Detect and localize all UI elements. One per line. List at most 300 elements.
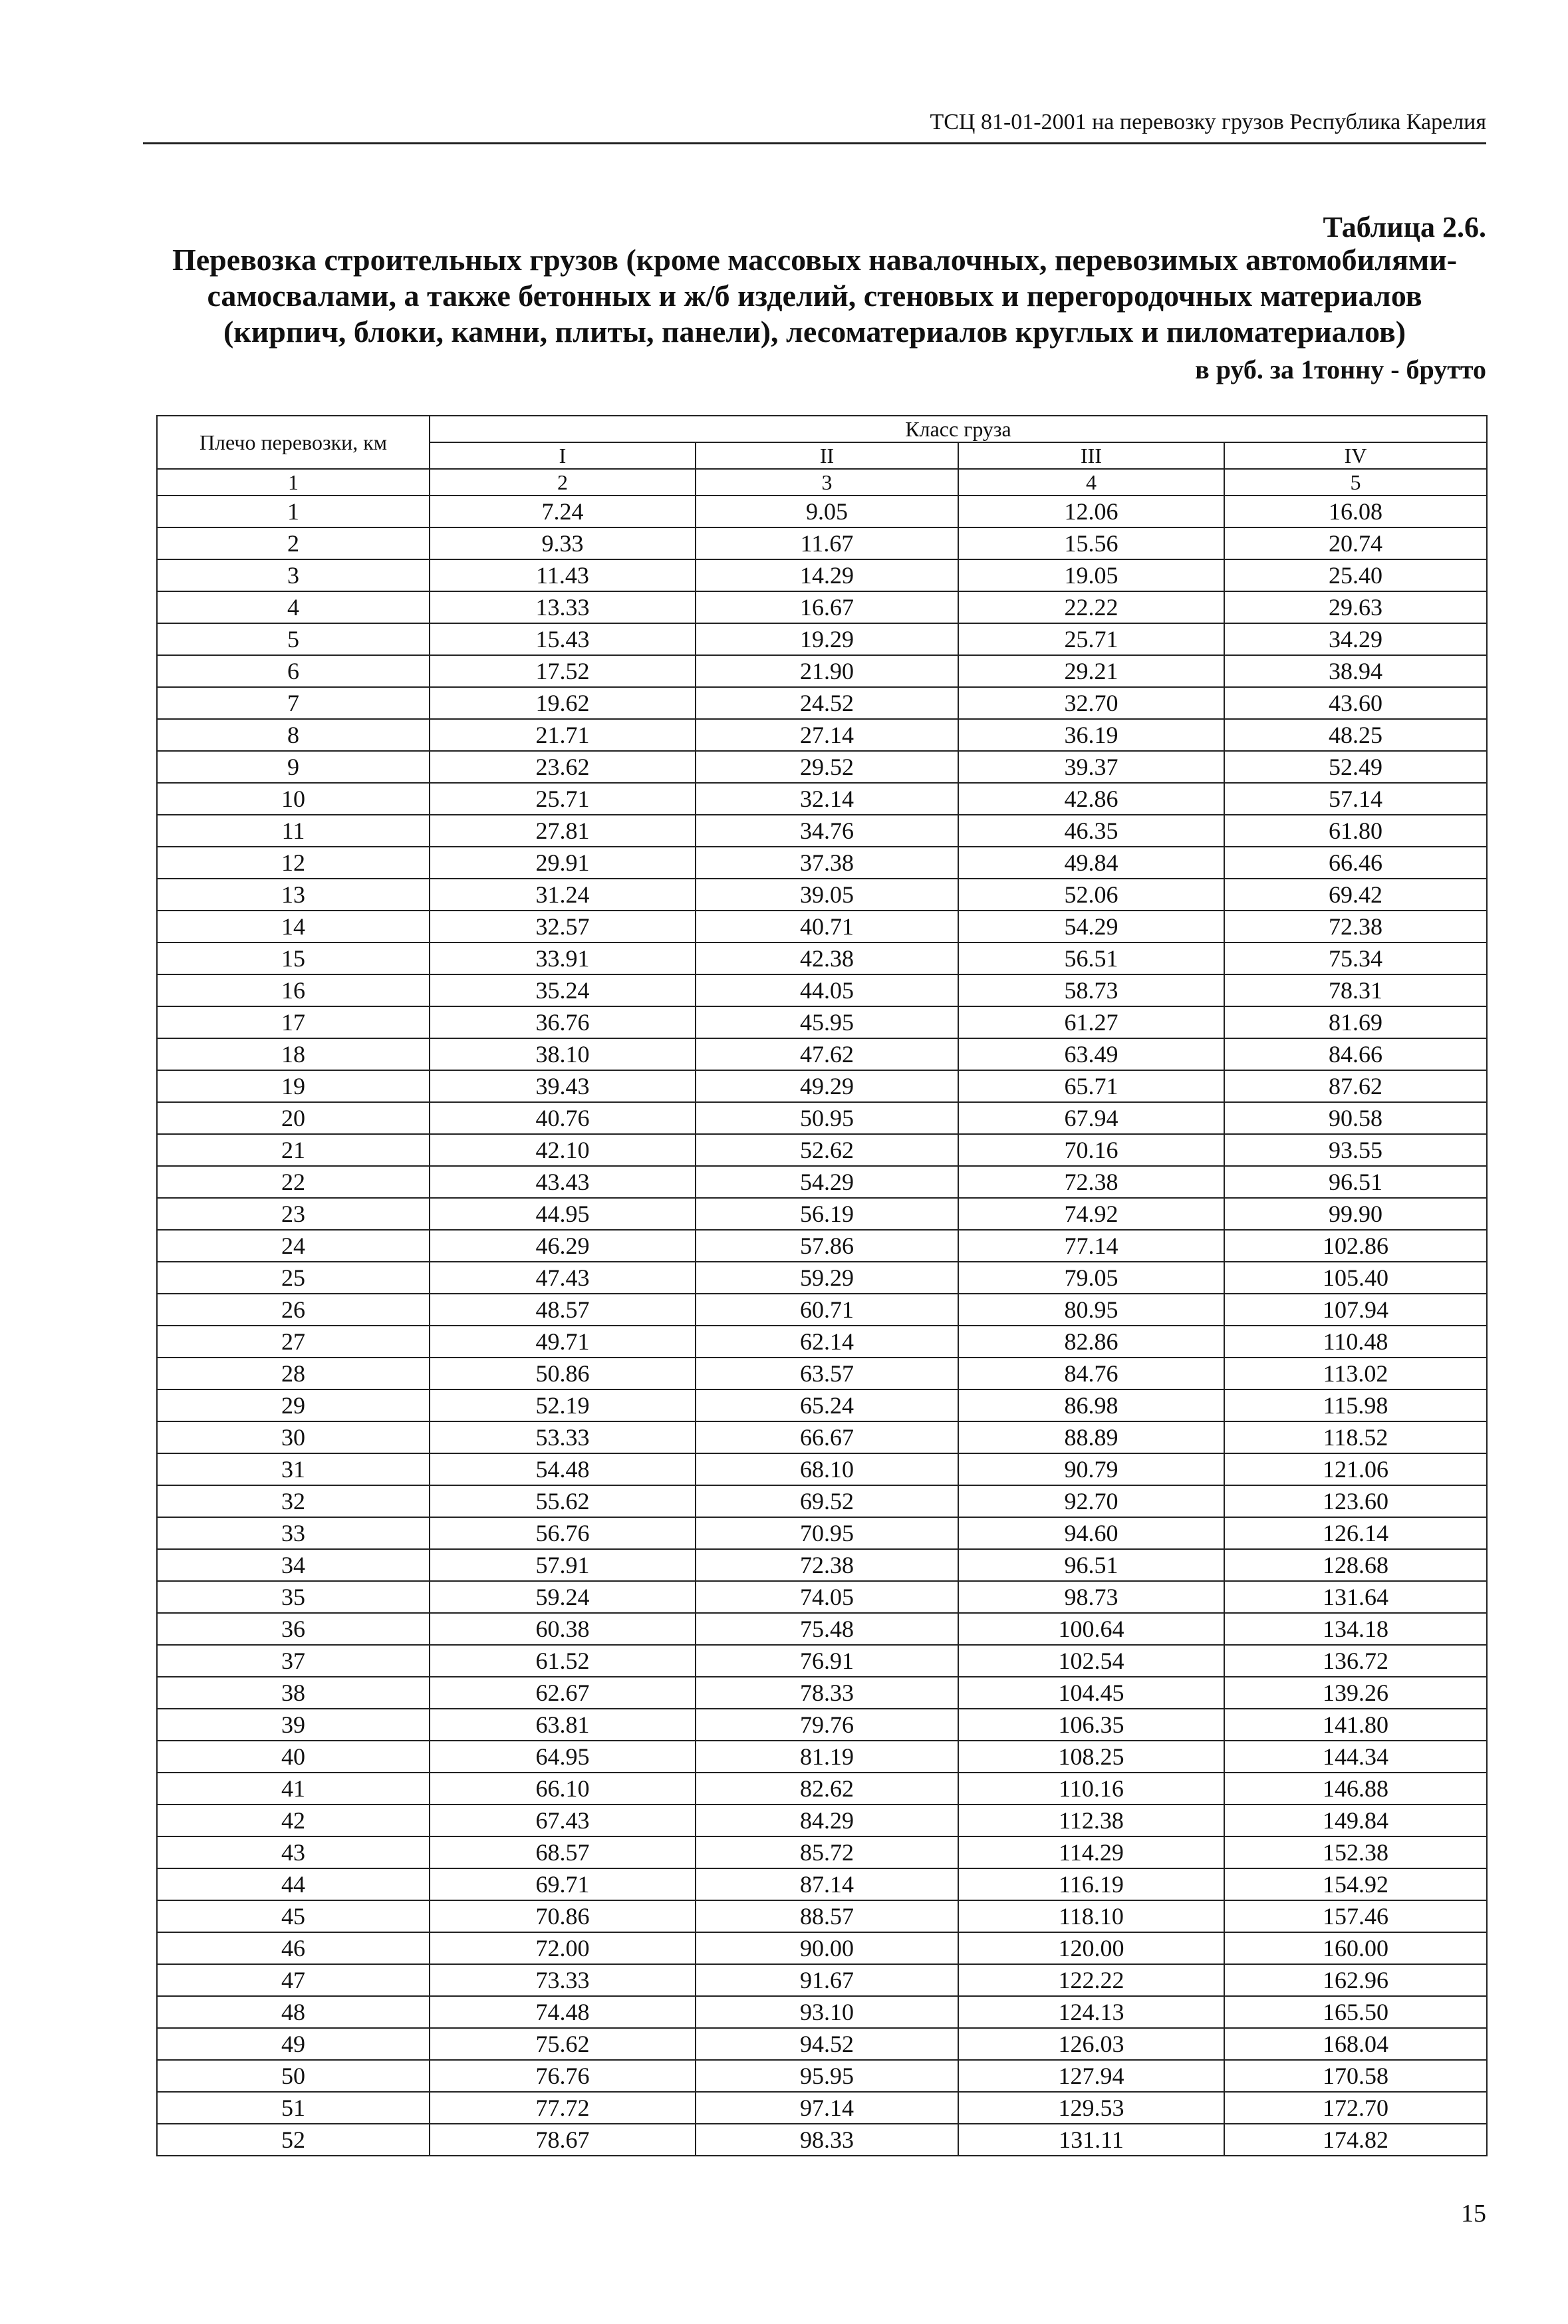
table-row [157,1421,1487,1453]
table-row [157,2028,1487,2060]
column-number: 5 [1224,469,1487,496]
distance-cell: 51 [157,2092,430,2124]
distance-cell: 48 [157,1996,430,2028]
rate-cell: 72.38 [958,1166,1224,1198]
rate-cell: 25.71 [958,623,1224,655]
distance-cell: 29 [157,1389,430,1421]
distance-cell: 20 [157,1102,430,1134]
rate-cell: 44.95 [430,1198,696,1230]
table-row [157,974,1487,1006]
rate-cell: 61.80 [1224,815,1487,847]
rate-cell: 66.46 [1224,847,1487,879]
rate-cell: 9.33 [430,527,696,559]
distance-cell: 40 [157,1741,430,1773]
rate-cell: 99.90 [1224,1198,1487,1230]
rate-cell: 32.57 [430,911,696,943]
rate-cell: 120.00 [958,1932,1224,1964]
rate-cell: 42.10 [430,1134,696,1166]
class-column-header: II [696,442,958,469]
rate-cell: 126.14 [1224,1517,1487,1549]
rate-cell: 77.72 [430,2092,696,2124]
rate-cell: 59.24 [430,1581,696,1613]
rate-cell: 154.92 [1224,1868,1487,1900]
rate-cell: 104.45 [958,1677,1224,1709]
rate-cell: 78.67 [430,2124,696,2156]
rate-cell: 33.91 [430,943,696,974]
distance-cell: 49 [157,2028,430,2060]
rate-cell: 90.79 [958,1453,1224,1485]
rate-cell: 62.67 [430,1677,696,1709]
column-number: 1 [157,469,430,496]
rate-cell: 146.88 [1224,1773,1487,1805]
table-row [157,1645,1487,1677]
rate-cell: 168.04 [1224,2028,1487,2060]
distance-cell: 13 [157,879,430,911]
distance-cell: 15 [157,943,430,974]
rate-cell: 50.95 [696,1102,958,1134]
rate-cell: 29.63 [1224,591,1487,623]
rate-cell: 19.29 [696,623,958,655]
distance-cell: 50 [157,2060,430,2092]
rate-cell: 15.56 [958,527,1224,559]
distance-cell: 42 [157,1805,430,1836]
distance-cell: 33 [157,1517,430,1549]
rate-cell: 14.29 [696,559,958,591]
distance-cell: 7 [157,687,430,719]
units-note: в руб. за 1тонну - брутто [1195,355,1486,384]
rate-cell: 106.35 [958,1709,1224,1741]
rate-cell: 78.31 [1224,974,1487,1006]
rate-cell: 20.74 [1224,527,1487,559]
rate-cell: 56.76 [430,1517,696,1549]
table-row [157,1262,1487,1294]
rate-cell: 66.67 [696,1421,958,1453]
rate-cell: 129.53 [958,2092,1224,2124]
rate-cell: 48.57 [430,1294,696,1326]
rate-cell: 63.49 [958,1038,1224,1070]
rate-cell: 39.05 [696,879,958,911]
rate-cell: 102.54 [958,1645,1224,1677]
rate-cell: 27.14 [696,719,958,751]
rate-cell: 86.98 [958,1389,1224,1421]
table-row [157,1836,1487,1868]
rate-cell: 29.52 [696,751,958,783]
distance-cell: 8 [157,719,430,751]
rate-cell: 62.14 [696,1326,958,1358]
rate-cell: 55.62 [430,1485,696,1517]
rate-cell: 118.10 [958,1900,1224,1932]
table-row [157,1006,1487,1038]
table-row [157,719,1487,751]
rate-cell: 48.25 [1224,719,1487,751]
rate-cell: 67.94 [958,1102,1224,1134]
rate-cell: 149.84 [1224,1805,1487,1836]
rate-cell: 136.72 [1224,1645,1487,1677]
distance-cell: 45 [157,1900,430,1932]
rate-cell: 21.71 [430,719,696,751]
rate-cell: 65.24 [696,1389,958,1421]
rate-cell: 63.81 [430,1709,696,1741]
rate-cell: 116.19 [958,1868,1224,1900]
distance-cell: 26 [157,1294,430,1326]
distance-cell: 35 [157,1581,430,1613]
distance-cell: 28 [157,1358,430,1389]
rate-cell: 12.06 [958,496,1224,527]
table-row [157,1709,1487,1741]
rate-cell: 11.67 [696,527,958,559]
rate-cell: 57.91 [430,1549,696,1581]
rate-cell: 32.14 [696,783,958,815]
rate-cell: 87.14 [696,1868,958,1900]
rate-cell: 81.19 [696,1741,958,1773]
table-row [157,1102,1487,1134]
distance-cell: 41 [157,1773,430,1805]
table-row [157,1230,1487,1262]
rate-cell: 84.76 [958,1358,1224,1389]
rate-cell: 172.70 [1224,2092,1487,2124]
rate-cell: 110.16 [958,1773,1224,1805]
rate-cell: 50.86 [430,1358,696,1389]
rate-cell: 67.43 [430,1805,696,1836]
table-row [157,1038,1487,1070]
table-row [157,591,1487,623]
rate-cell: 73.33 [430,1964,696,1996]
class-column-header: I [430,442,696,469]
distance-cell: 9 [157,751,430,783]
rates-table [156,415,1488,2156]
rate-cell: 96.51 [1224,1166,1487,1198]
class-column-header: IV [1224,442,1487,469]
distance-cell: 12 [157,847,430,879]
table-row [157,1741,1487,1773]
rate-cell: 90.58 [1224,1102,1487,1134]
rate-cell: 57.86 [696,1230,958,1262]
rate-cell: 63.57 [696,1358,958,1389]
rate-cell: 38.10 [430,1038,696,1070]
rate-cell: 174.82 [1224,2124,1487,2156]
table-row [157,2092,1487,2124]
rate-cell: 43.60 [1224,687,1487,719]
rate-cell: 69.52 [696,1485,958,1517]
rate-cell: 29.21 [958,655,1224,687]
rate-cell: 74.48 [430,1996,696,2028]
class-column-header: III [958,442,1224,469]
distance-cell: 1 [157,496,430,527]
distance-cell: 25 [157,1262,430,1294]
rate-cell: 44.05 [696,974,958,1006]
rate-cell: 84.29 [696,1805,958,1836]
rate-cell: 49.71 [430,1326,696,1358]
rate-cell: 25.71 [430,783,696,815]
distance-cell: 14 [157,911,430,943]
table-row [157,2124,1487,2156]
rate-cell: 75.62 [430,2028,696,2060]
title-line: (кирпич, блоки, камни, плиты, панели), лесоматериалов круглых и пиломатериалов) [223,315,1406,349]
table-row [157,879,1487,911]
rate-cell: 74.92 [958,1198,1224,1230]
rate-cell: 57.14 [1224,783,1487,815]
table-row [157,1868,1487,1900]
rate-cell: 88.57 [696,1900,958,1932]
rate-cell: 170.58 [1224,2060,1487,2092]
document-title [143,242,1486,350]
table-row [157,1358,1487,1389]
table-row [157,1517,1487,1549]
rate-cell: 61.27 [958,1006,1224,1038]
distance-cell: 37 [157,1645,430,1677]
distance-header: Плечо перевозки, км [157,416,430,469]
rate-cell: 46.29 [430,1230,696,1262]
column-number: 3 [696,469,958,496]
rate-cell: 70.95 [696,1517,958,1549]
table-row [157,655,1487,687]
rate-cell: 31.24 [430,879,696,911]
table-row [157,911,1487,943]
distance-cell: 30 [157,1421,430,1453]
rate-cell: 70.16 [958,1134,1224,1166]
rate-cell: 21.90 [696,655,958,687]
rate-cell: 162.96 [1224,1964,1487,1996]
rate-cell: 75.34 [1224,943,1487,974]
rate-cell: 131.11 [958,2124,1224,2156]
rate-cell: 69.42 [1224,879,1487,911]
rate-cell: 56.19 [696,1198,958,1230]
rate-cell: 91.67 [696,1964,958,1996]
rate-cell: 25.40 [1224,559,1487,591]
rate-cell: 37.38 [696,847,958,879]
distance-cell: 22 [157,1166,430,1198]
rate-cell: 105.40 [1224,1262,1487,1294]
rate-cell: 72.38 [696,1549,958,1581]
rate-cell: 54.29 [958,911,1224,943]
rate-cell: 68.10 [696,1453,958,1485]
distance-cell: 6 [157,655,430,687]
rate-cell: 34.29 [1224,623,1487,655]
distance-cell: 38 [157,1677,430,1709]
rate-cell: 112.38 [958,1805,1224,1836]
table-row [157,2060,1487,2092]
rate-cell: 45.95 [696,1006,958,1038]
table-row [157,815,1487,847]
distance-cell: 34 [157,1549,430,1581]
rate-cell: 52.19 [430,1389,696,1421]
distance-cell: 32 [157,1485,430,1517]
rate-cell: 60.38 [430,1613,696,1645]
rate-cell: 39.43 [430,1070,696,1102]
rate-cell: 107.94 [1224,1294,1487,1326]
table-row [157,847,1487,879]
table-row [157,1581,1487,1613]
distance-cell: 46 [157,1932,430,1964]
distance-cell: 24 [157,1230,430,1262]
rate-cell: 82.86 [958,1326,1224,1358]
distance-cell: 16 [157,974,430,1006]
rate-cell: 29.91 [430,847,696,879]
distance-cell: 27 [157,1326,430,1358]
rate-cell: 121.06 [1224,1453,1487,1485]
rates-table-body [157,496,1487,2156]
distance-cell: 44 [157,1868,430,1900]
rate-cell: 59.29 [696,1262,958,1294]
table-row [157,1070,1487,1102]
rate-cell: 81.69 [1224,1006,1487,1038]
distance-cell: 52 [157,2124,430,2156]
rate-cell: 53.33 [430,1421,696,1453]
rate-cell: 88.89 [958,1421,1224,1453]
rate-cell: 40.71 [696,911,958,943]
rate-cell: 76.91 [696,1645,958,1677]
rate-cell: 77.14 [958,1230,1224,1262]
table-row [157,1964,1487,1996]
rate-cell: 47.43 [430,1262,696,1294]
rate-cell: 38.94 [1224,655,1487,687]
rate-cell: 98.33 [696,2124,958,2156]
rate-cell: 131.64 [1224,1581,1487,1613]
table-row [157,1900,1487,1932]
rate-cell: 46.35 [958,815,1224,847]
rate-cell: 70.86 [430,1900,696,1932]
rate-cell: 58.73 [958,974,1224,1006]
rate-cell: 102.86 [1224,1230,1487,1262]
table-row [157,1805,1487,1836]
rate-cell: 76.76 [430,2060,696,2092]
rate-cell: 80.95 [958,1294,1224,1326]
distance-cell: 31 [157,1453,430,1485]
distance-cell: 17 [157,1006,430,1038]
table-row [157,783,1487,815]
rate-cell: 42.38 [696,943,958,974]
rate-cell: 17.52 [430,655,696,687]
rate-cell: 52.06 [958,879,1224,911]
table-label: Таблица 2.6. [1323,211,1486,243]
table-row [157,496,1487,527]
rate-cell: 7.24 [430,496,696,527]
rate-cell: 64.95 [430,1741,696,1773]
rate-cell: 160.00 [1224,1932,1487,1964]
rate-cell: 96.51 [958,1549,1224,1581]
table-row [157,1613,1487,1645]
rate-cell: 42.86 [958,783,1224,815]
table-row [157,1166,1487,1198]
rate-cell: 24.52 [696,687,958,719]
rate-cell: 16.08 [1224,496,1487,527]
rate-cell: 49.84 [958,847,1224,879]
rate-cell: 66.10 [430,1773,696,1805]
distance-cell: 47 [157,1964,430,1996]
rate-cell: 115.98 [1224,1389,1487,1421]
table-row [157,1932,1487,1964]
rate-cell: 93.10 [696,1996,958,2028]
rate-cell: 127.94 [958,2060,1224,2092]
rate-cell: 98.73 [958,1581,1224,1613]
rate-cell: 22.22 [958,591,1224,623]
rate-cell: 79.76 [696,1709,958,1741]
table-row [157,1326,1487,1358]
rate-cell: 94.60 [958,1517,1224,1549]
rate-cell: 19.05 [958,559,1224,591]
rate-cell: 43.43 [430,1166,696,1198]
rate-cell: 123.60 [1224,1485,1487,1517]
rate-cell: 113.02 [1224,1358,1487,1389]
rate-cell: 61.52 [430,1645,696,1677]
rate-cell: 141.80 [1224,1709,1487,1741]
title-line: самосвалами, а также бетонных и ж/б изделий, стеновых и перегородочных материалов [207,279,1422,313]
table-row [157,1996,1487,2028]
distance-cell: 36 [157,1613,430,1645]
rate-cell: 84.66 [1224,1038,1487,1070]
distance-cell: 4 [157,591,430,623]
rate-cell: 54.29 [696,1166,958,1198]
table-row [157,559,1487,591]
rate-cell: 85.72 [696,1836,958,1868]
cargo-class-header: Класс груза [430,416,1487,442]
table-row [157,943,1487,974]
rate-cell: 122.22 [958,1964,1224,1996]
rate-cell: 92.70 [958,1485,1224,1517]
rate-cell: 152.38 [1224,1836,1487,1868]
table-row [157,751,1487,783]
table-row [157,1294,1487,1326]
rate-cell: 72.00 [430,1932,696,1964]
rate-cell: 65.71 [958,1070,1224,1102]
page-number: 15 [1461,2200,1486,2228]
rate-cell: 100.64 [958,1613,1224,1645]
rate-cell: 74.05 [696,1581,958,1613]
rate-cell: 11.43 [430,559,696,591]
rate-cell: 52.49 [1224,751,1487,783]
rate-cell: 128.68 [1224,1549,1487,1581]
rate-cell: 19.62 [430,687,696,719]
rate-cell: 13.33 [430,591,696,623]
distance-cell: 5 [157,623,430,655]
rate-cell: 69.71 [430,1868,696,1900]
rate-cell: 157.46 [1224,1900,1487,1932]
rate-cell: 110.48 [1224,1326,1487,1358]
rate-cell: 54.48 [430,1453,696,1485]
rate-cell: 95.95 [696,2060,958,2092]
distance-cell: 10 [157,783,430,815]
rate-cell: 39.37 [958,751,1224,783]
rate-cell: 165.50 [1224,1996,1487,2028]
rate-cell: 68.57 [430,1836,696,1868]
table-row [157,1134,1487,1166]
rate-cell: 118.52 [1224,1421,1487,1453]
table-row [157,527,1487,559]
rate-cell: 93.55 [1224,1134,1487,1166]
rate-cell: 139.26 [1224,1677,1487,1709]
rate-cell: 114.29 [958,1836,1224,1868]
rate-cell: 47.62 [696,1038,958,1070]
rate-cell: 36.76 [430,1006,696,1038]
table-row [157,1677,1487,1709]
rate-cell: 15.43 [430,623,696,655]
distance-cell: 19 [157,1070,430,1102]
distance-cell: 11 [157,815,430,847]
rate-cell: 16.67 [696,591,958,623]
distance-cell: 18 [157,1038,430,1070]
distance-cell: 3 [157,559,430,591]
rate-cell: 94.52 [696,2028,958,2060]
column-number: 2 [430,469,696,496]
distance-cell: 21 [157,1134,430,1166]
rate-cell: 144.34 [1224,1741,1487,1773]
table-row [157,1453,1487,1485]
table-row [157,623,1487,655]
rate-cell: 97.14 [696,2092,958,2124]
rate-cell: 32.70 [958,687,1224,719]
rate-cell: 72.38 [1224,911,1487,943]
rate-cell: 9.05 [696,496,958,527]
